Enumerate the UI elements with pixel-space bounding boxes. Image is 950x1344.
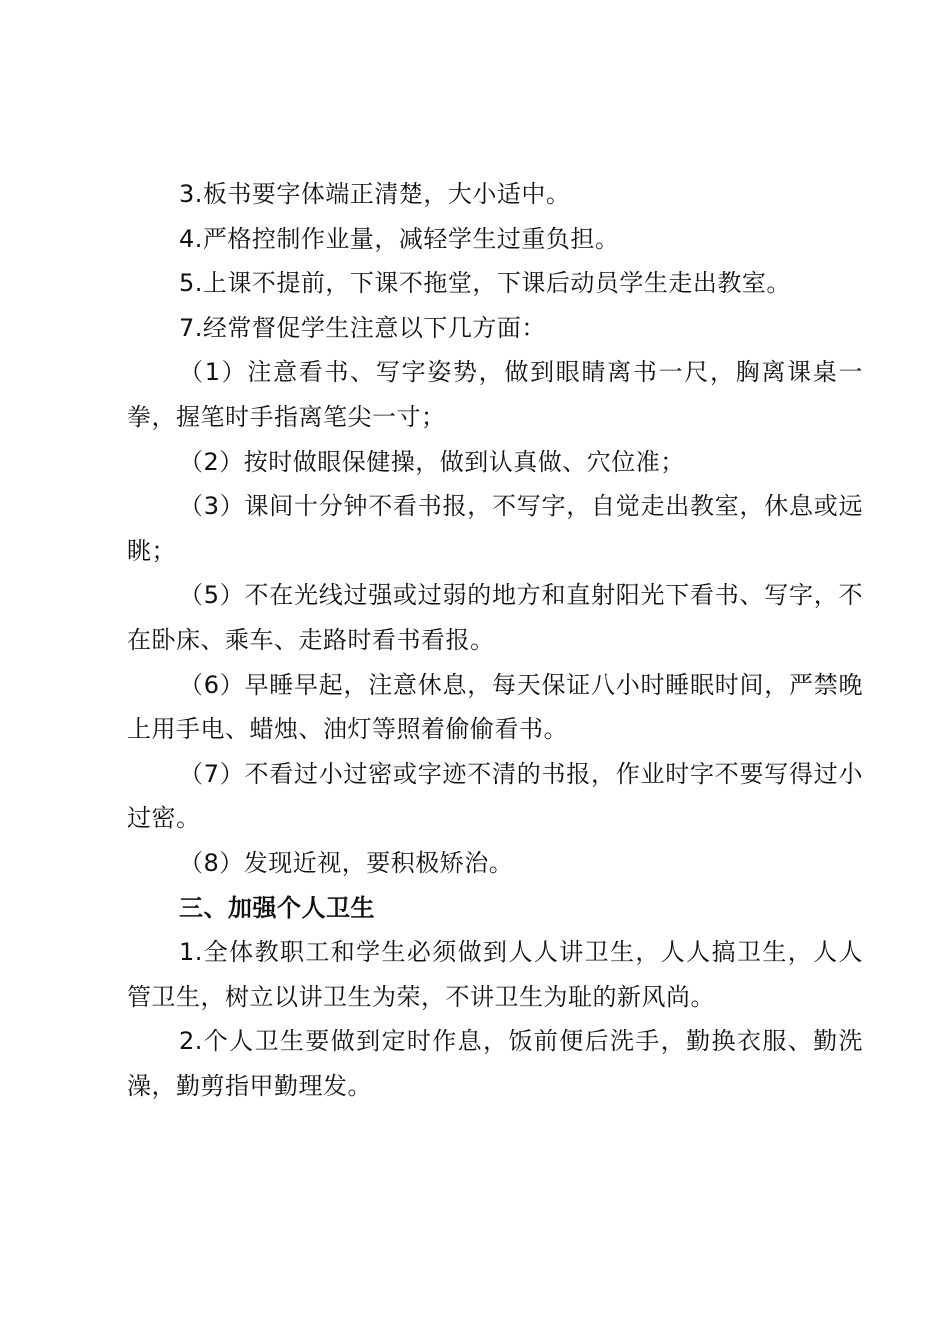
document-body — [127, 172, 863, 1108]
sub-item-7: （7）不看过小过密或字迹不清的书报，作业时字不要写得过小过密。 — [127, 759, 863, 833]
paragraph-item-5: 5.上课不提前，下课不拖堂，下课后动员学生走出教室。 — [179, 269, 791, 298]
sub-item-8: （8）发现近视，要积极矫治。 — [179, 848, 514, 877]
hygiene-item-1: 1.全体教职工和学生必须做到人人讲卫生，人人搞卫生，人人管卫生，树立以讲卫生为荣，不讲卫生为耻的新风尚。 — [127, 938, 863, 1011]
sub-item-3: （3）课间十分钟不看书报，不写字，自觉走出教室，休息或远眺； — [127, 492, 863, 565]
sub-item-5: （5）不在光线过强或过弱的地方和直射阳光下看书、写字，不在卧床、乘车、走路时看书看报。 — [127, 581, 863, 654]
sub-item-1: （1）注意看书、写字姿势，做到眼睛离书一尺，胸离课桌一拳，握笔时手指离笔尖一寸； — [127, 358, 863, 431]
sub-item-6: （6）早睡早起，注意休息，每天保证八小时睡眠时间，严禁晚上用手电、蜡烛、油灯等照着偷偷看书。 — [127, 670, 863, 744]
paragraph-item-7: 7.经常督促学生注意以下几方面： — [179, 313, 546, 342]
section-heading: 三、加强个人卫生 — [179, 893, 375, 922]
hygiene-item-2: 2.个人卫生要做到定时作息，饭前便后洗手，勤换衣服、勤洗澡，勤剪指甲勤理发。 — [127, 1027, 863, 1100]
sub-item-2: （2）按时做眼保健操，做到认真做、穴位准； — [179, 447, 685, 476]
paragraph-item-3: 3.板书要字体端正清楚，大小适中。 — [179, 180, 571, 208]
paragraph-item-4: 4.严格控制作业量，减轻学生过重负担。 — [179, 224, 620, 253]
